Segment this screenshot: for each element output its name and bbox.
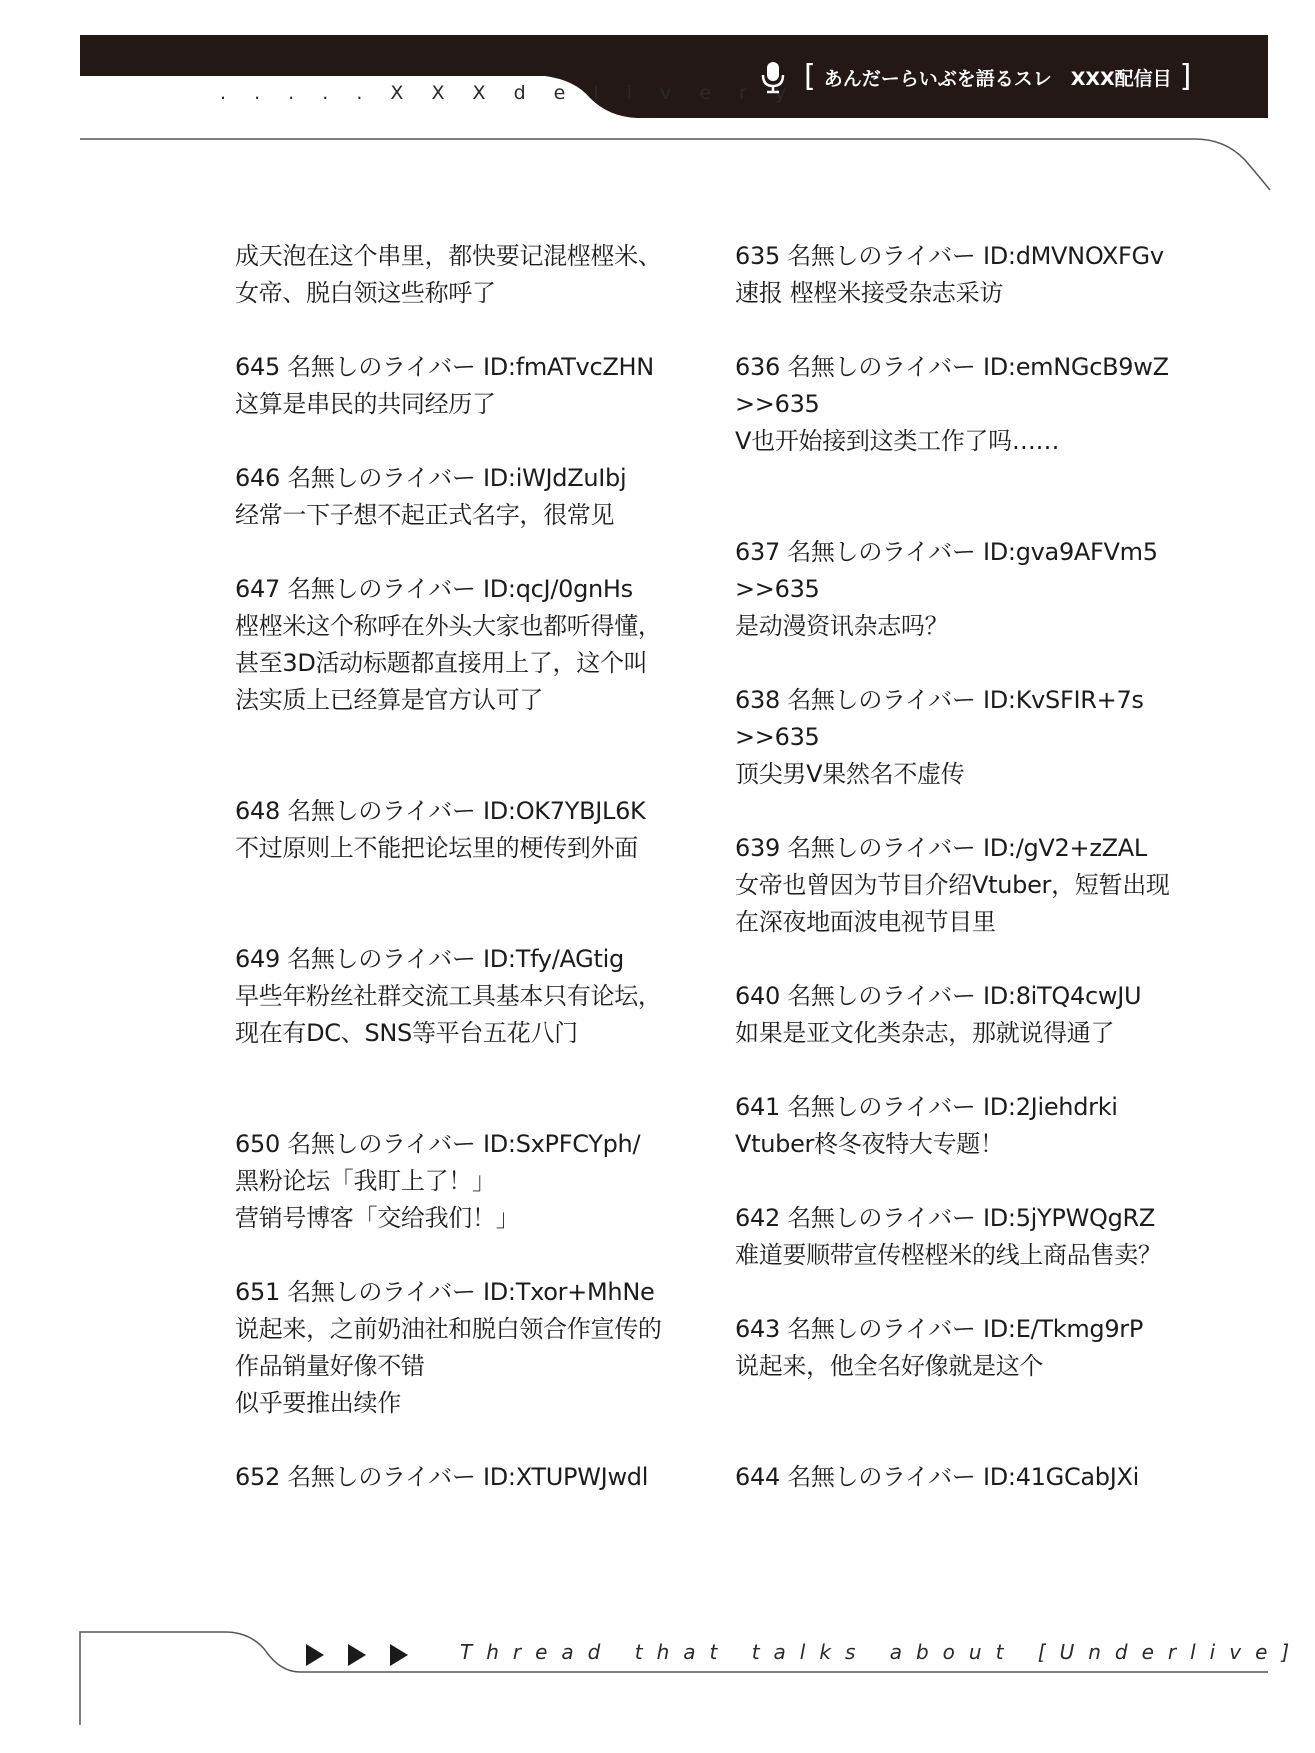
post-text: 作品销量好像不错: [235, 1352, 425, 1380]
post-text: 㭴㭴米这个称呼在外头大家也都听得懂，: [235, 612, 662, 640]
post-header: 649 名無しのライバー ID:Tfy/AGtig: [235, 945, 624, 973]
post-635: [735, 238, 1195, 312]
post-text: 法实质上已经算是官方认可了: [235, 686, 544, 714]
post-text: 甚至3D活动标题都直接用上了，这个叫: [235, 649, 648, 677]
post-text: 似乎要推出续作: [235, 1389, 401, 1417]
post-text: 成天泡在这个串里，都快要记混㭴㭴米、: [235, 242, 662, 270]
post-header: 638 名無しのライバー ID:KvSFIR+7s: [735, 686, 1144, 714]
post-644: [735, 1459, 1195, 1496]
post-641: [735, 1089, 1195, 1163]
post-continued: [235, 238, 695, 312]
post-text: 如果是亚文化类杂志，那就说得通了: [735, 1019, 1115, 1047]
post-text: 早些年粉丝社群交流工具基本只有论坛，: [235, 982, 662, 1010]
microphone-icon: [760, 60, 786, 94]
post-636: [735, 349, 1195, 460]
post-637: [735, 534, 1195, 645]
post-header: 635 名無しのライバー ID:dMVNOXFGv: [735, 242, 1164, 270]
post-text: 是动漫资讯杂志吗？: [735, 612, 949, 640]
post-header: 637 名無しのライバー ID:gva9AFVm5: [735, 538, 1158, 566]
triangle-right-icon: [390, 1644, 408, 1666]
post-text: 说起来，他全名好像就是这个: [735, 1352, 1044, 1380]
post-header: 647 名無しのライバー ID:qcJ/0gnHs: [235, 575, 633, 603]
header-subtitle: . . . . . X X X d e l i v e r y: [220, 82, 798, 104]
post-text: 不过原则上不能把论坛里的梗传到外面: [235, 834, 638, 862]
post-640: [735, 978, 1195, 1052]
footer-arrows: [306, 1644, 408, 1666]
post-639: [735, 830, 1195, 941]
post-header: 641 名無しのライバー ID:2Jiehdrki: [735, 1093, 1118, 1121]
post-header: 643 名無しのライバー ID:E/Tkmg9rP: [735, 1315, 1144, 1343]
post-642: [735, 1200, 1195, 1274]
header-title-group: [760, 60, 1199, 94]
post-647: [235, 571, 695, 719]
post-text: 女帝、脱白领这些称呼了: [235, 279, 496, 307]
post-text: 营销号博客「交给我们！」: [235, 1204, 520, 1232]
post-text: 女帝也曾因为节目介绍Vtuber，短暂出现: [735, 871, 1170, 899]
post-header: 648 名無しのライバー ID:OK7YBJL6K: [235, 797, 646, 825]
post-text: 这算是串民的共同经历了: [235, 390, 496, 418]
triangle-right-icon: [306, 1644, 324, 1666]
post-reply-anchor: >>635: [735, 723, 820, 751]
triangle-right-icon: [348, 1644, 366, 1666]
post-text: 黑粉论坛「我盯上了！」: [235, 1167, 496, 1195]
post-text: 说起来，之前奶油社和脱白领合作宣传的: [235, 1315, 662, 1343]
post-text: 速报 㭴㭴米接受杂志采访: [735, 279, 1004, 307]
post-643: [735, 1311, 1195, 1385]
title-bracket-close: ]: [1179, 59, 1192, 94]
post-reply-anchor: >>635: [735, 390, 820, 418]
post-651: [235, 1274, 695, 1422]
post-text: 难道要顺带宣传㭴㭴米的线上商品售卖？: [735, 1241, 1162, 1269]
post-header: 642 名無しのライバー ID:5jYPWQgRZ: [735, 1204, 1156, 1232]
post-text: 经常一下子想不起正式名字，很常见: [235, 501, 615, 529]
post-646: [235, 460, 695, 534]
post-header: 645 名無しのライバー ID:fmATvcZHN: [235, 353, 654, 381]
post-652: [235, 1459, 695, 1496]
post-649: [235, 941, 695, 1052]
post-reply-anchor: >>635: [735, 575, 820, 603]
post-text: V也开始接到这类工作了吗……: [735, 427, 1060, 455]
post-header: 640 名無しのライバー ID:8iTQ4cwJU: [735, 982, 1142, 1010]
post-text: 现在有DC、SNS等平台五花八门: [235, 1019, 578, 1047]
post-header: 646 名無しのライバー ID:iWJdZuIbj: [235, 464, 627, 492]
post-header: 652 名無しのライバー ID:XTUPWJwdl: [235, 1463, 649, 1491]
post-header: 651 名無しのライバー ID:Txor+MhNe: [235, 1278, 655, 1306]
post-header: 650 名無しのライバー ID:SxPFCYph/: [235, 1130, 641, 1158]
post-645: [235, 349, 695, 423]
title-bracket-open: [: [804, 59, 816, 94]
post-648: [235, 793, 695, 867]
post-650: [235, 1126, 695, 1237]
thread-title: あんだーらいぶを語るスレ XXX配信目: [823, 67, 1172, 90]
post-header: 644 名無しのライバー ID:41GCabJXi: [735, 1463, 1140, 1491]
post-header: 636 名無しのライバー ID:emNGcB9wZ: [735, 353, 1169, 381]
footer-caption: Thread that talks about [Underlive]: [460, 1640, 1304, 1664]
post-638: [735, 682, 1195, 793]
post-text: 顶尖男V果然名不虚传: [735, 760, 965, 788]
post-text: 在深夜地面波电视节目里: [735, 908, 996, 936]
post-text: Vtuber柊冬夜特大专题！: [735, 1130, 1004, 1158]
post-header: 639 名無しのライバー ID:/gV2+zZAL: [735, 834, 1147, 862]
